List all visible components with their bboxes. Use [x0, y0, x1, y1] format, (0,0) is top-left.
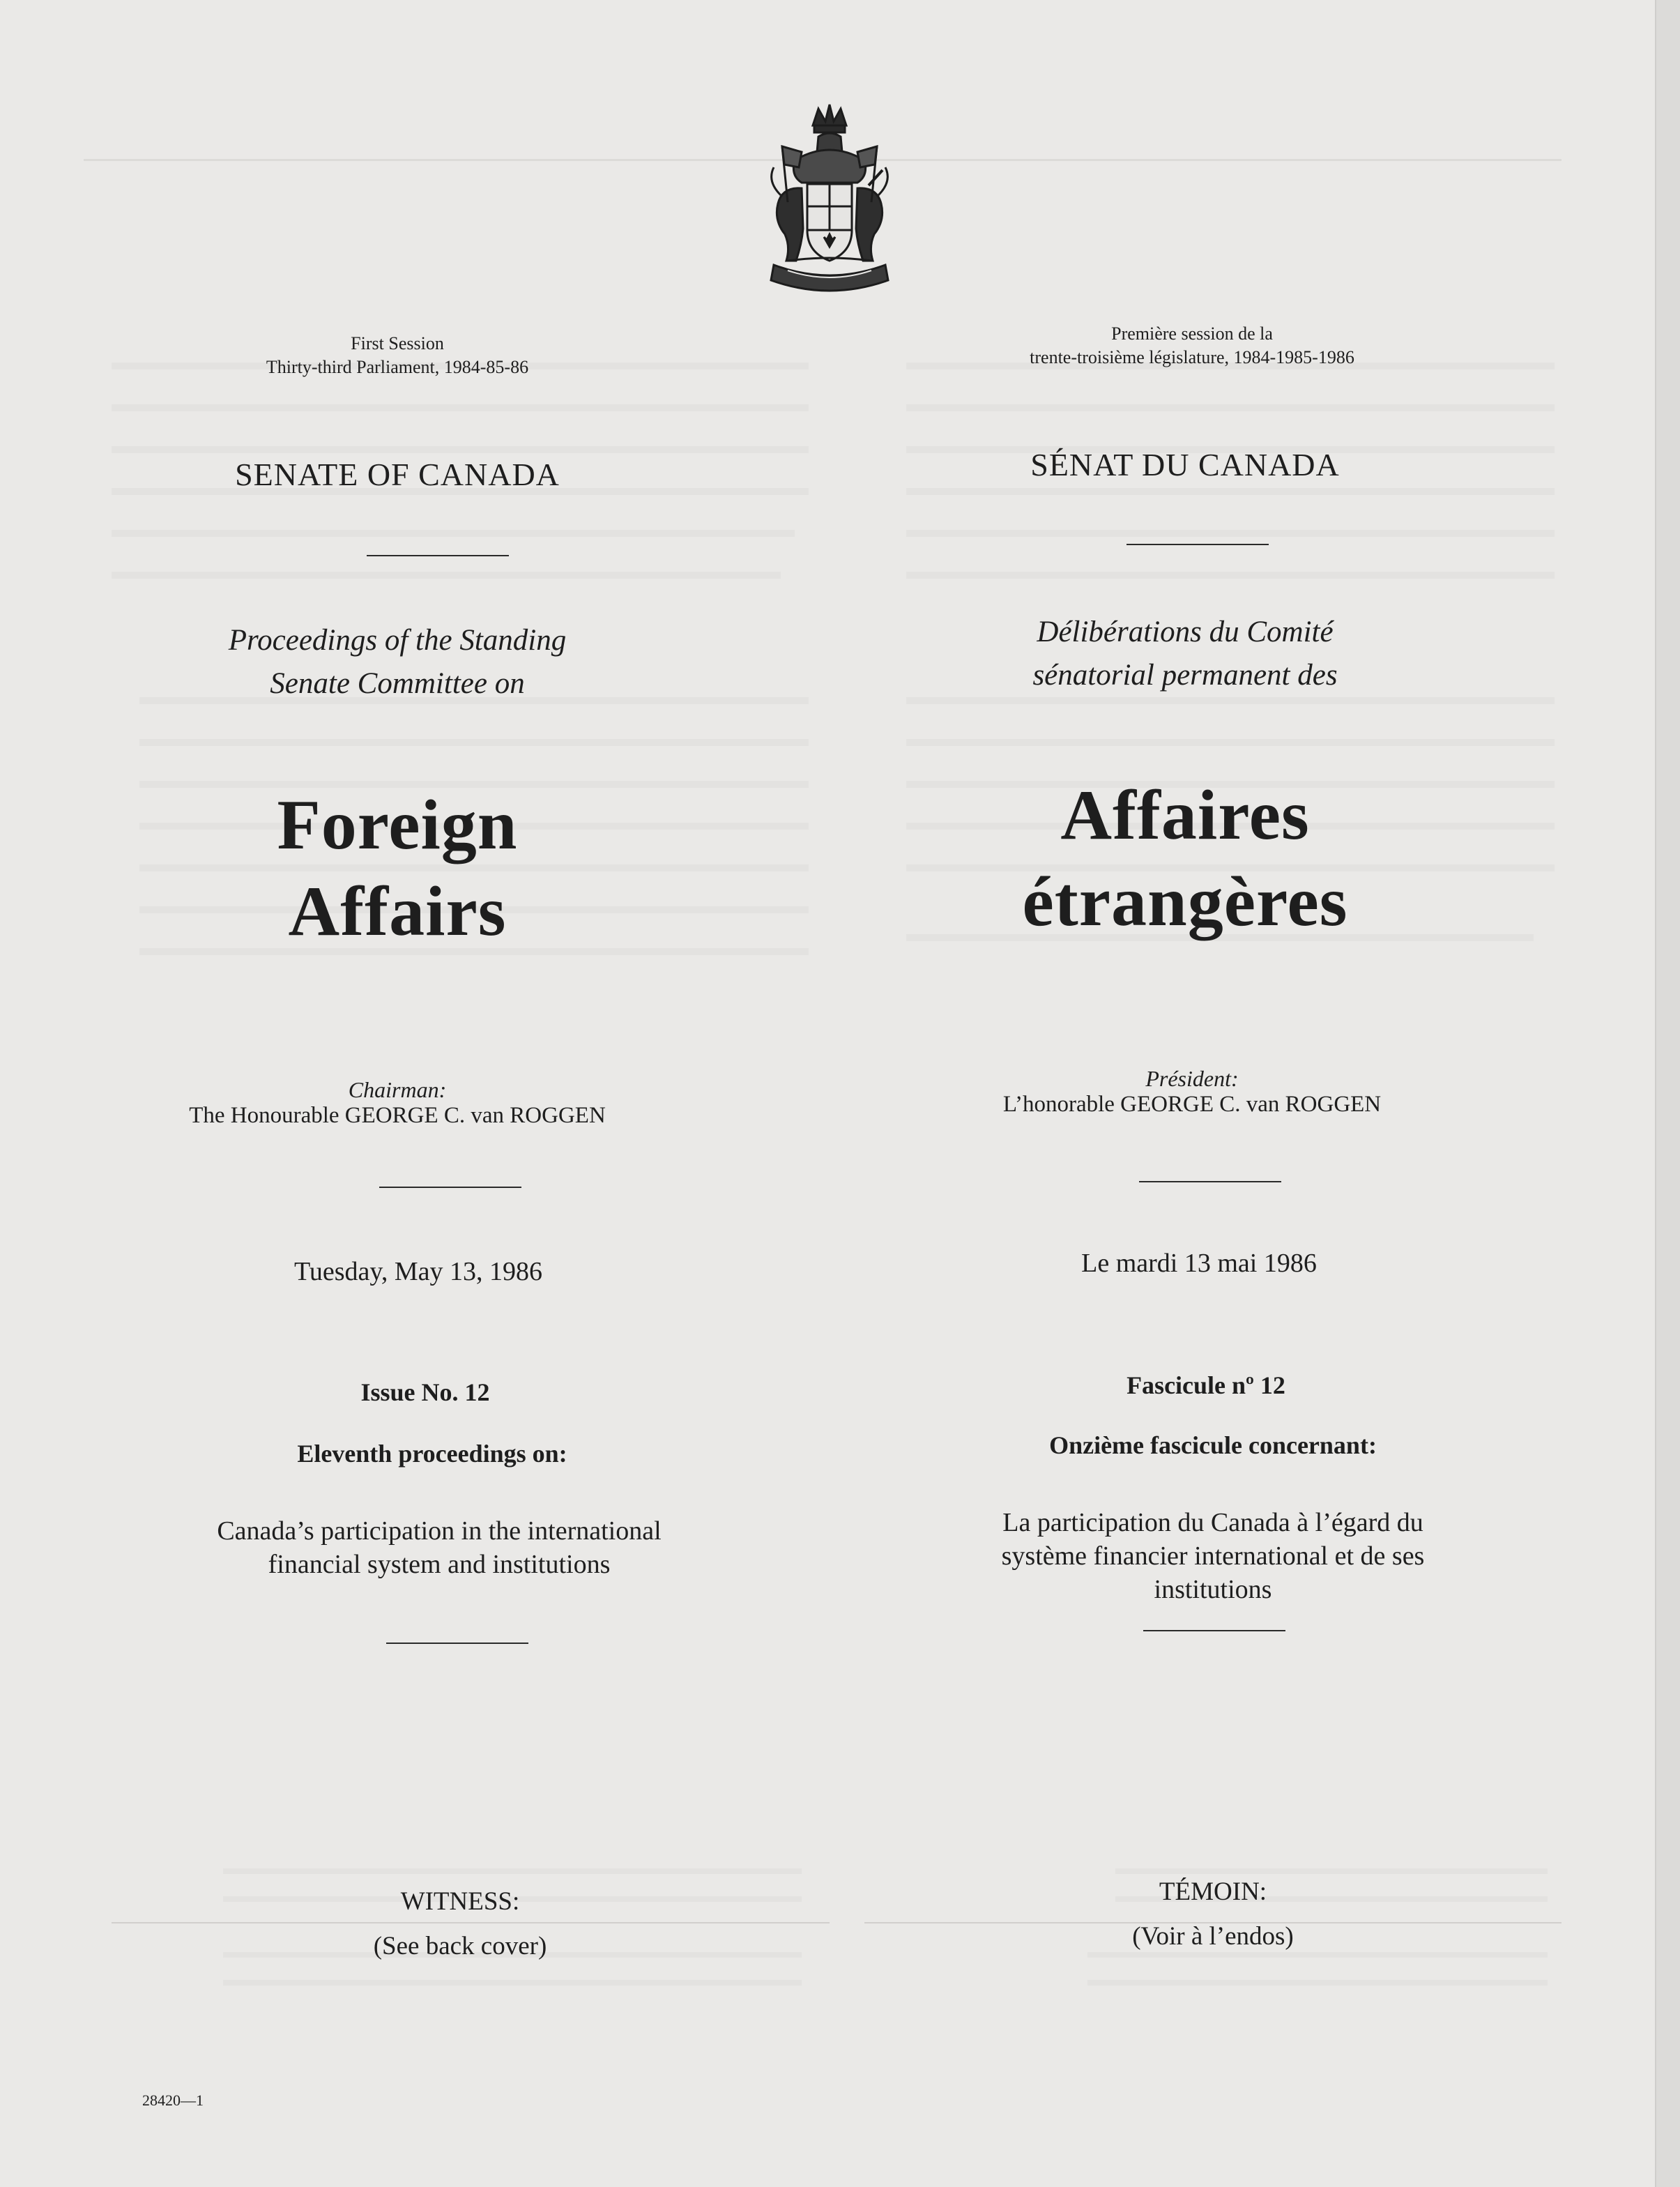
proceedings-heading-fr — [969, 611, 1401, 697]
topic-line: Canada’s participation in the international — [217, 1516, 662, 1546]
committee-line: Affairs — [288, 872, 507, 951]
divider-rule — [386, 1643, 528, 1644]
chair-label: Chairman: — [348, 1077, 447, 1102]
meeting-date-fr: Le mardi 13 mai 1986 — [1081, 1249, 1317, 1278]
witness-note: (See back cover) — [373, 1932, 547, 1960]
committee-line: Affaires — [1060, 776, 1310, 855]
proceedings-line: Senate Committee on — [270, 667, 525, 700]
print-code: 28420—1 — [142, 2091, 204, 2109]
chair-label: Président: — [1145, 1066, 1239, 1091]
chair-block-en — [167, 1078, 627, 1129]
proceedings-on-fr: Onzième fascicule concernant: — [1049, 1431, 1377, 1459]
divider-rule — [379, 1187, 521, 1188]
coat-of-arms-icon — [746, 98, 913, 307]
divider-rule — [1139, 1181, 1281, 1182]
divider-rule — [367, 555, 509, 556]
senate-title-en: SENATE OF CANADA — [235, 457, 560, 492]
topic-line: système financier international et de ses — [1001, 1541, 1425, 1571]
topic-line: La participation du Canada à l’égard du — [1002, 1508, 1423, 1537]
proceedings-on-en: Eleventh proceedings on: — [297, 1440, 567, 1468]
topic-line: institutions — [1154, 1575, 1272, 1604]
session-info-fr — [976, 322, 1408, 369]
page-edge — [1655, 0, 1680, 2187]
session-line: First Session — [351, 333, 444, 353]
issue-number-fr: Fascicule nº 12 — [1127, 1371, 1285, 1399]
session-line: Première session de la — [1111, 323, 1273, 344]
committee-line: Foreign — [277, 786, 518, 864]
topic-line: financial system and institutions — [268, 1550, 611, 1579]
proceedings-line: sénatorial permanent des — [1032, 659, 1338, 692]
chair-name: The Honourable GEORGE C. van ROGGEN — [189, 1103, 606, 1128]
proceedings-line: Délibérations du Comité — [1037, 616, 1334, 648]
parliament-line: trente-troisième législature, 1984-1985-1986 — [1030, 347, 1354, 367]
witness-note: (Voir à l’endos) — [1132, 1922, 1294, 1951]
senate-title-fr: SÉNAT DU CANADA — [1030, 447, 1340, 482]
topic-en — [139, 1514, 739, 1581]
divider-rule — [1143, 1630, 1285, 1631]
divider-rule — [1127, 544, 1269, 545]
parliament-line: Thirty-third Parliament, 1984-85-86 — [266, 357, 529, 377]
committee-name-en — [216, 782, 579, 955]
meeting-date-en: Tuesday, May 13, 1986 — [293, 1257, 543, 1286]
witness-block-fr — [1067, 1875, 1359, 1953]
topic-fr — [913, 1506, 1513, 1606]
session-info-en — [237, 332, 558, 379]
proceedings-heading-en — [181, 619, 613, 706]
committee-line: étrangères — [1022, 862, 1348, 941]
committee-name-fr — [962, 772, 1408, 945]
witness-label: WITNESS: — [400, 1887, 520, 1916]
chair-block-fr — [962, 1067, 1422, 1118]
issue-number-en: Issue No. 12 — [360, 1378, 490, 1406]
chair-name: L’honorable GEORGE C. van ROGGEN — [1002, 1092, 1382, 1117]
proceedings-line: Proceedings of the Standing — [228, 624, 567, 657]
witness-label: TÉMOIN: — [1159, 1877, 1267, 1906]
witness-block-en — [314, 1885, 606, 1963]
